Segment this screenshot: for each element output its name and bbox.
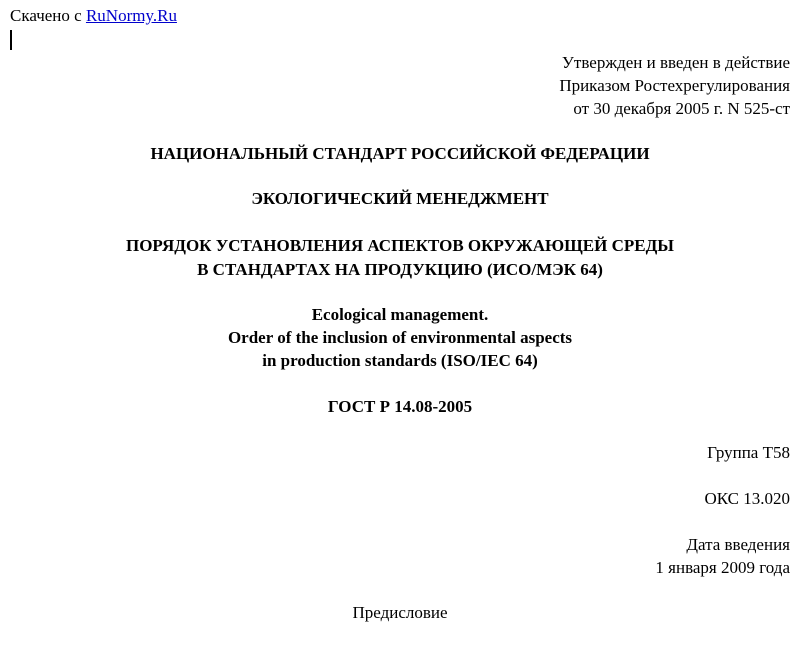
source-line [10, 6, 177, 26]
approval-block [559, 51, 790, 120]
gost-number: ГОСТ Р 14.08-2005 [327, 397, 473, 416]
introduction-date-value: 1 января 2009 года [655, 558, 790, 577]
approval-line: Утвержден и введен в действие [561, 53, 790, 72]
approval-line: от 30 декабря 2005 г. N 525-ст [573, 99, 790, 118]
english-title-line: Ecological management. [311, 305, 489, 324]
oks-code: ОКС 13.020 [704, 489, 790, 508]
text-cursor [10, 30, 12, 50]
introduction-date [655, 533, 790, 579]
procedure-line: ПОРЯДОК УСТАНОВЛЕНИЯ АСПЕКТОВ ОКРУЖАЮЩЕЙ СРЕДЫ [125, 236, 674, 255]
english-title-line: in production standards (ISO/IEC 64) [262, 351, 538, 370]
approval-line: Приказом Ростехрегулирования [559, 76, 790, 95]
preface-heading: Предисловие [352, 603, 448, 622]
english-title [0, 303, 796, 372]
procedure-line: В СТАНДАРТАХ НА ПРОДУКЦИЮ (ИСО/МЭК 64) [197, 260, 603, 279]
source-prefix: Скачено с [10, 6, 86, 25]
english-title-line: Order of the inclusion of environmental aspects [227, 328, 573, 347]
eco-management-heading: ЭКОЛОГИЧЕСКИЙ МЕНЕДЖМЕНТ [251, 189, 549, 208]
procedure-heading [0, 234, 796, 282]
introduction-date-label: Дата введения [686, 535, 790, 554]
national-standard-heading: НАЦИОНАЛЬНЫЙ СТАНДАРТ РОССИЙСКОЙ ФЕДЕРАЦИИ [150, 144, 650, 163]
group-code: Группа Т58 [707, 443, 790, 462]
source-link[interactable]: RuNormy.Ru [85, 6, 177, 25]
